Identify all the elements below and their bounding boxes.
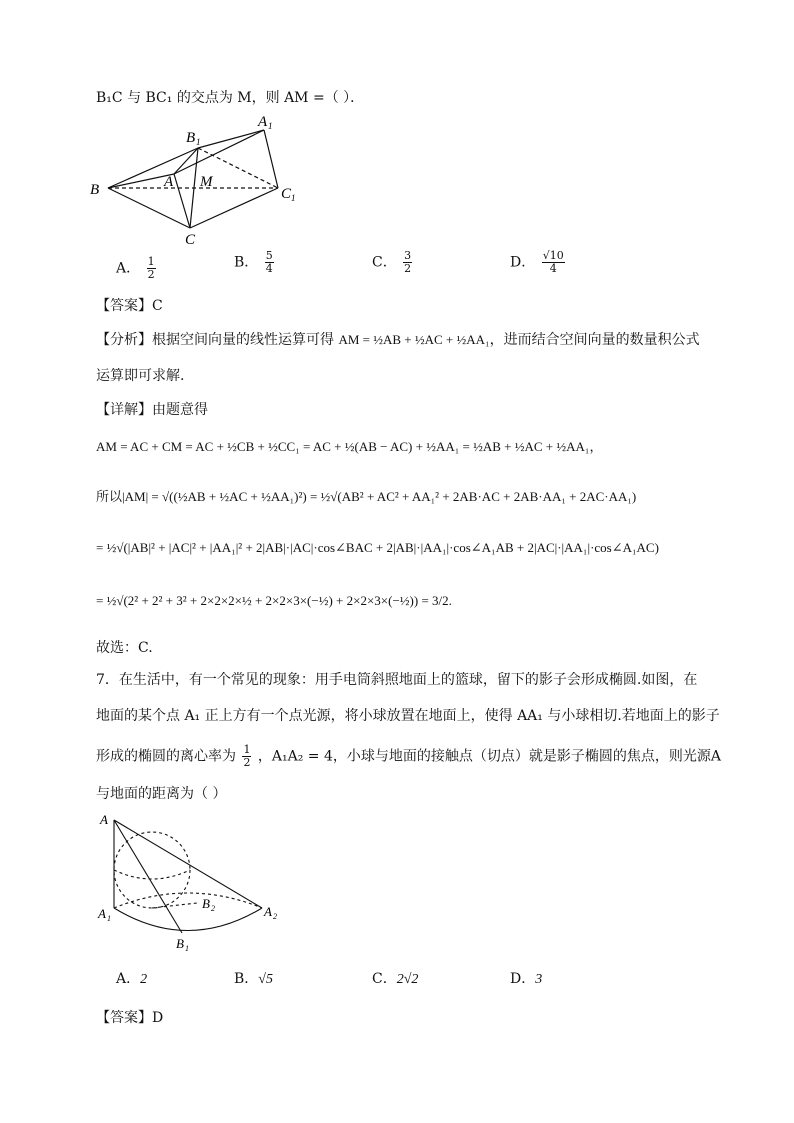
q6-option-d[interactable]: D． $\frac{√10}{4}$: [510, 249, 564, 275]
label-A1-sub: 1: [268, 121, 273, 131]
q6-conclusion: 故选：C.: [96, 640, 153, 656]
label-M: M: [200, 174, 213, 190]
q7-option-a[interactable]: A．2: [116, 971, 148, 987]
line-to-B2: [152, 903, 197, 908]
label-C: C: [185, 232, 196, 248]
label-B1: B: [186, 130, 196, 146]
edge-B-B1: [108, 148, 198, 188]
edge-A-B1: [174, 148, 198, 174]
q6-option-b[interactable]: B． $\frac{5}{4}$: [234, 249, 273, 275]
label-B1-sub: 1: [196, 137, 201, 147]
q7-answer: 【答案】D: [96, 1010, 164, 1026]
q6-stem: B₁C 与 BC₁ 的交点为 M，则 AM =（ ）．: [96, 90, 365, 106]
label-B2-sub: 2: [211, 904, 215, 913]
label-B: B: [90, 182, 100, 198]
label-A1-sub: 1: [107, 914, 111, 923]
label-A1: A: [258, 114, 268, 130]
label-B2: B: [202, 896, 210, 911]
q7-option-c[interactable]: C．2√2: [372, 971, 419, 987]
label-B1-sub: 1: [185, 944, 189, 953]
label-A: A: [164, 174, 174, 190]
label-A2-sub: 2: [273, 912, 277, 921]
label-C1: C: [281, 186, 292, 202]
q6-option-c[interactable]: C． $\frac{3}{2}$: [372, 249, 412, 275]
q6-analysis-line2: 运算即可求解.: [96, 368, 185, 384]
label-A-top: A: [100, 812, 108, 827]
q7-line4: 与地面的距离为（ ）: [96, 786, 227, 802]
label-B1: B: [176, 936, 184, 951]
q7-line3: 形成的椭圆的离心率为 $\frac{1}{2}$ ，A₁A₂ = 4，小球与地面的接触点（切点）就是影子椭圆的焦点，则光源A: [96, 743, 721, 769]
q7-line1: 7．在生活中，有一个常见的现象：用手电筒斜照地面上的篮球，留下的影子会形成椭圆.如图，在: [96, 672, 698, 688]
q7-line2: 地面的某个点 A₁ 正上方有一个点光源，将小球放置在地面上，使得 AA₁ 与小球相切.若地面上的影子: [96, 708, 720, 724]
edge-B1-A1: [198, 130, 264, 148]
line-A-A2: [114, 820, 262, 908]
cone-figure: [92, 808, 292, 958]
edge-A1-C1: [264, 130, 278, 188]
edge-A-C: [174, 174, 190, 228]
q6-eq3: = ½√(|AB|² + |AC|² + |AA₁|² + 2|AB|·|AC|·cos∠BAC + 2|AB|·|AA₁|·cos∠A₁AB + 2|AC|·|AA₁|·cos∠A₁AC): [96, 540, 659, 555]
q6-eq2: 所以|AM| = √((½AB + ½AC + ½AA₁)²) = ½√(AB² + AC² + AA₁² + 2AB·AC + 2AB·AA₁ + 2AC·AA₁): [96, 489, 637, 504]
edge-B-C: [108, 188, 190, 228]
q6-eq1: AM = AC + CM = AC + ½CB + ½CC₁ = AC + ½(AB − AC) + ½AA₁ = ½AB + ½AC + ½AA₁，: [96, 439, 603, 454]
q7-option-d[interactable]: D．3: [510, 971, 543, 987]
label-A1: A: [98, 906, 106, 921]
q6-eq4: = ½√(2² + 2² + 3² + 2×2×2×½ + 2×2×3×(−½) + 2×2×3×(−½)) = 3/2.: [96, 593, 452, 608]
q6-answer: 【答案】C: [96, 298, 163, 314]
label-C1-sub: 1: [291, 193, 296, 203]
label-A2: A: [264, 904, 272, 919]
q6-detail: 【详解】由题意得: [96, 402, 208, 418]
edge-C-C1: [190, 188, 278, 228]
q6-analysis: 【分析】根据空间向量的线性运算可得 AM = ½AB + ½AC + ½AA₁，进而结合空间向量的数量积公式: [96, 332, 700, 348]
q6-option-a[interactable]: A． $\frac{1}{2}$: [116, 255, 155, 281]
prism-figure: [88, 112, 318, 252]
ball-circle: [114, 832, 190, 908]
q7-option-b[interactable]: B．√5: [234, 971, 273, 987]
ellipse-front: [114, 908, 262, 931]
ball-equator: [114, 870, 190, 879]
